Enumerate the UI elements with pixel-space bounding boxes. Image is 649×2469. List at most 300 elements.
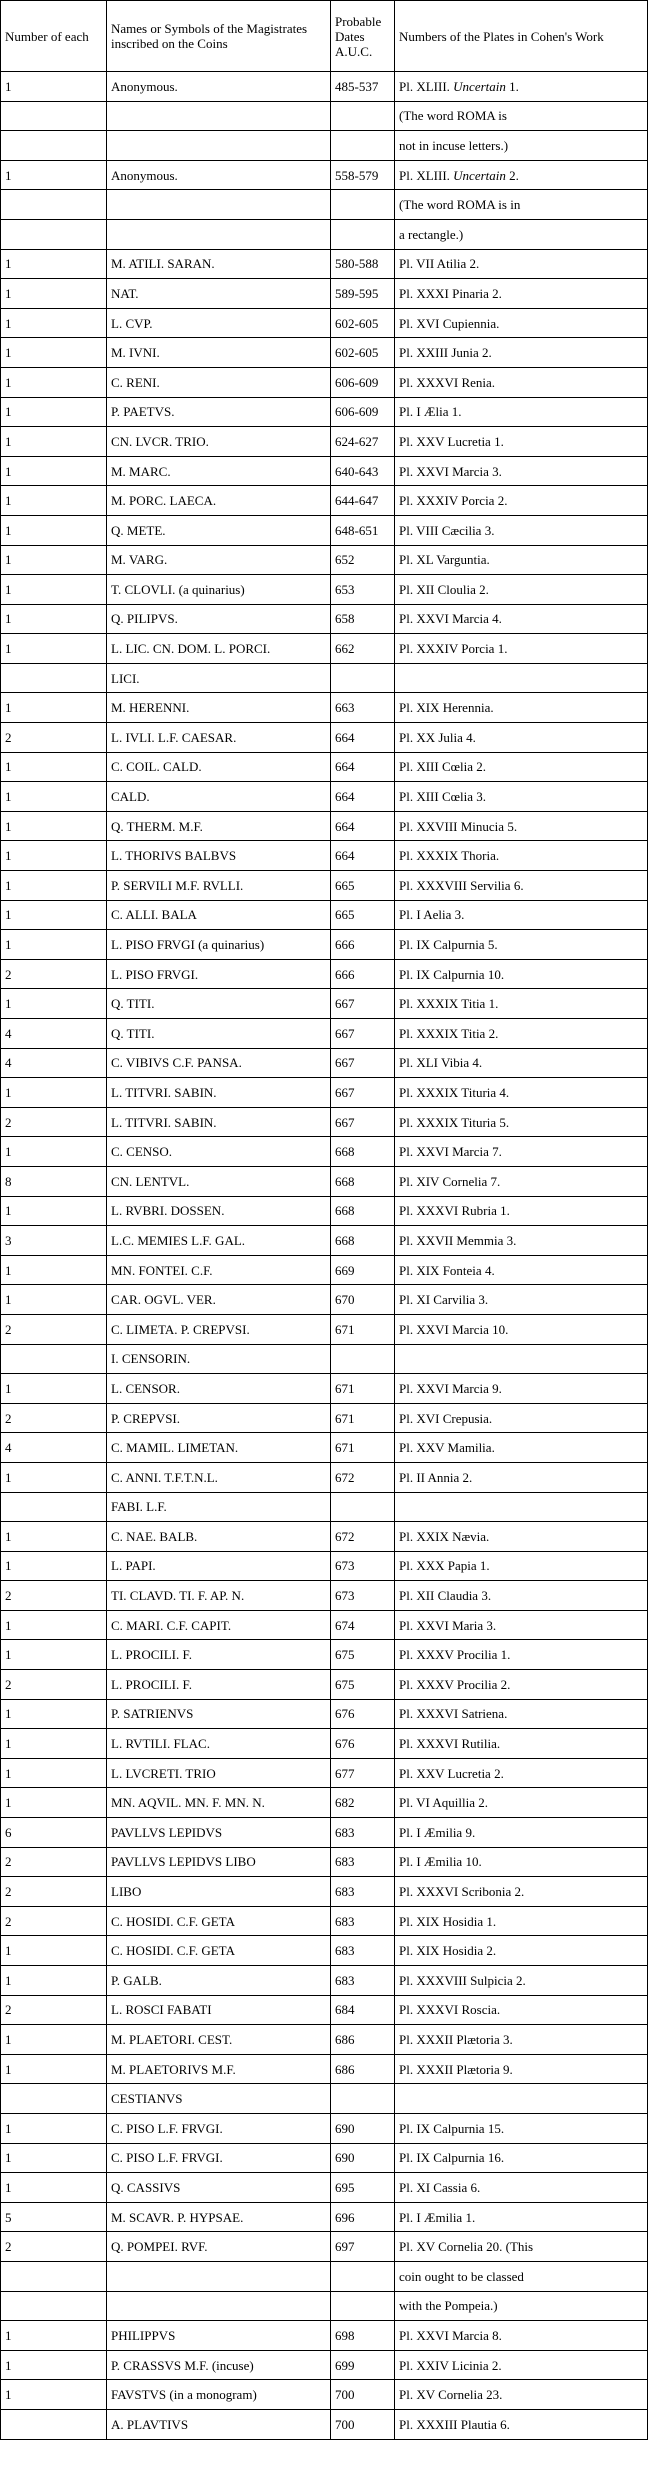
cell-number: 1	[1, 456, 107, 486]
cell-number: 1	[1, 1522, 107, 1552]
cell-magistrate-name: CAR. OGVL. VER.	[107, 1285, 331, 1315]
cell-date: 671	[331, 1433, 395, 1463]
cell-number: 1	[1, 782, 107, 812]
table-row	[1, 397, 648, 427]
cell-date: 667	[331, 1019, 395, 1049]
cell-plate: Pl. XVI Crepusia.	[395, 1403, 648, 1433]
cell-magistrate-name: C. CENSO.	[107, 1137, 331, 1167]
cell-magistrate-name: MN. FONTEI. C.F.	[107, 1255, 331, 1285]
cell-number: 1	[1, 2350, 107, 2380]
cell-number: 1	[1, 279, 107, 309]
cell-date	[331, 190, 395, 220]
cell-plate: Pl. XXXVI Roscia.	[395, 1995, 648, 2025]
cell-magistrate-name: TI. CLAVD. TI. F. AP. N.	[107, 1581, 331, 1611]
cell-magistrate-name: L.C. MEMIES L.F. GAL.	[107, 1226, 331, 1256]
cell-number	[1, 2409, 107, 2439]
table-row	[1, 1048, 648, 1078]
cell-plate: Pl. I Æmilia 10.	[395, 1847, 648, 1877]
cell-number: 1	[1, 1255, 107, 1285]
cell-plate	[395, 72, 648, 102]
cell-magistrate-name: LICI.	[107, 663, 331, 693]
cell-number: 4	[1, 1433, 107, 1463]
table-row	[1, 2409, 648, 2439]
cell-plate: Pl. XXXIII Plautia 6.	[395, 2409, 648, 2439]
cell-plate: Pl. VI Aquillia 2.	[395, 1788, 648, 1818]
cell-number	[1, 190, 107, 220]
cell-magistrate-name: C. LIMETA. P. CREPVSI.	[107, 1314, 331, 1344]
cell-number: 1	[1, 1640, 107, 1670]
cell-plate: Pl. XXV Mamilia.	[395, 1433, 648, 1463]
cell-plate	[395, 1344, 648, 1374]
table-row	[1, 2084, 648, 2114]
cell-number: 1	[1, 1610, 107, 1640]
plate-italic-word: Uncertain	[453, 167, 506, 183]
table-row	[1, 427, 648, 457]
table-row	[1, 871, 648, 901]
cell-number: 1	[1, 1374, 107, 1404]
cell-number	[1, 2084, 107, 2114]
cell-plate: Pl. XIV Cornelia 7.	[395, 1166, 648, 1196]
table-row	[1, 1196, 648, 1226]
table-row	[1, 545, 648, 575]
cell-date: 640-643	[331, 456, 395, 486]
cell-number: 1	[1, 397, 107, 427]
cell-magistrate-name: Q. TITI.	[107, 1019, 331, 1049]
cell-magistrate-name: L. PISO FRVGI.	[107, 959, 331, 989]
cell-number: 1	[1, 367, 107, 397]
cell-date: 668	[331, 1196, 395, 1226]
cell-date: 683	[331, 1877, 395, 1907]
cell-magistrate-name: M. HERENNI.	[107, 693, 331, 723]
cell-plate: Pl. XXIII Junia 2.	[395, 338, 648, 368]
cell-date: 669	[331, 1255, 395, 1285]
plate-number: 1.	[505, 78, 519, 94]
cell-number: 1	[1, 841, 107, 871]
cell-number	[1, 131, 107, 161]
cell-number: 1	[1, 2173, 107, 2203]
cell-plate: Pl. XIX Herennia.	[395, 693, 648, 723]
cell-magistrate-name: PHILIPPVS	[107, 2321, 331, 2351]
cell-date: 663	[331, 693, 395, 723]
cell-plate: Pl. XXXV Procilia 1.	[395, 1640, 648, 1670]
cell-magistrate-name: PAVLLVS LEPIDVS	[107, 1818, 331, 1848]
cell-number: 1	[1, 2054, 107, 2084]
cell-number	[1, 2261, 107, 2291]
cell-plate	[395, 2084, 648, 2114]
cell-plate: Pl. XLI Vibia 4.	[395, 1048, 648, 1078]
cell-plate: (The word ROMA is in	[395, 190, 648, 220]
cell-number: 2	[1, 723, 107, 753]
cell-number: 2	[1, 1847, 107, 1877]
cell-magistrate-name: Q. METE.	[107, 515, 331, 545]
cell-date: 662	[331, 634, 395, 664]
cell-date: 602-605	[331, 338, 395, 368]
table-row	[1, 1019, 648, 1049]
table-row	[1, 2380, 648, 2410]
cell-magistrate-name	[107, 2261, 331, 2291]
cell-plate: Pl. XXVI Marcia 3.	[395, 456, 648, 486]
cell-date: 683	[331, 1936, 395, 1966]
table-row	[1, 1137, 648, 1167]
cell-number: 1	[1, 515, 107, 545]
table-row	[1, 279, 648, 309]
table-row	[1, 811, 648, 841]
cell-plate	[395, 160, 648, 190]
cell-date: 664	[331, 752, 395, 782]
table-row	[1, 1670, 648, 1700]
cell-plate: Pl. I Æmilia 9.	[395, 1818, 648, 1848]
cell-date: 652	[331, 545, 395, 575]
cell-number: 1	[1, 871, 107, 901]
cell-magistrate-name: C. MARI. C.F. CAPIT.	[107, 1610, 331, 1640]
cell-plate: a rectangle.)	[395, 219, 648, 249]
table-row	[1, 1818, 648, 1848]
cell-date: 690	[331, 2143, 395, 2173]
table-row	[1, 1640, 648, 1670]
cell-date: 676	[331, 1699, 395, 1729]
cell-plate: Pl. XXVI Marcia 9.	[395, 1374, 648, 1404]
cell-plate: Pl. XL Varguntia.	[395, 545, 648, 575]
cell-magistrate-name: L. PAPI.	[107, 1551, 331, 1581]
cell-date: 684	[331, 1995, 395, 2025]
cell-date: 668	[331, 1226, 395, 1256]
header-magistrate-names: Names or Symbols of the Magistrates inscribed on the Coins	[107, 1, 331, 72]
cell-plate: Pl. XXXII Plætoria 3.	[395, 2025, 648, 2055]
cell-plate: Pl. XXXVIII Servilia 6.	[395, 871, 648, 901]
table-row	[1, 486, 648, 516]
cell-magistrate-name: L. RVTILI. FLAC.	[107, 1729, 331, 1759]
table-row	[1, 693, 648, 723]
cell-date: 602-605	[331, 308, 395, 338]
cell-number: 1	[1, 486, 107, 516]
cell-magistrate-name: CESTIANVS	[107, 2084, 331, 2114]
table-row	[1, 101, 648, 131]
cell-magistrate-name	[107, 2291, 331, 2321]
cell-date	[331, 663, 395, 693]
table-row	[1, 1374, 648, 1404]
cell-number: 2	[1, 1403, 107, 1433]
table-row	[1, 2232, 648, 2262]
cell-number	[1, 1344, 107, 1374]
cell-plate: Pl. XXIV Licinia 2.	[395, 2350, 648, 2380]
cell-plate: Pl. XIX Fonteia 4.	[395, 1255, 648, 1285]
cell-date	[331, 131, 395, 161]
cell-date: 698	[331, 2321, 395, 2351]
plate-number: 2.	[505, 167, 519, 183]
cell-date: 580-588	[331, 249, 395, 279]
cell-date: 665	[331, 900, 395, 930]
cell-magistrate-name	[107, 190, 331, 220]
cell-date: 485-537	[331, 72, 395, 102]
cell-magistrate-name: C. HOSIDI. C.F. GETA	[107, 1936, 331, 1966]
cell-magistrate-name: C. VIBIVS C.F. PANSA.	[107, 1048, 331, 1078]
header-row	[1, 1, 648, 72]
cell-date: 668	[331, 1137, 395, 1167]
table-row	[1, 1166, 648, 1196]
cell-magistrate-name: C. PISO L.F. FRVGI.	[107, 2113, 331, 2143]
cell-magistrate-name: M. MARC.	[107, 456, 331, 486]
cell-magistrate-name: CN. LVCR. TRIO.	[107, 427, 331, 457]
header-probable-dates: Probable Dates A.U.C.	[331, 1, 395, 72]
table-row	[1, 900, 648, 930]
cell-magistrate-name: PAVLLVS LEPIDVS LIBO	[107, 1847, 331, 1877]
table-row	[1, 1610, 648, 1640]
cell-magistrate-name: FAVSTVS (in a monogram)	[107, 2380, 331, 2410]
table-row	[1, 160, 648, 190]
cell-number: 1	[1, 1699, 107, 1729]
table-row	[1, 1403, 648, 1433]
cell-number: 2	[1, 2232, 107, 2262]
cell-magistrate-name: M. SCAVR. P. HYPSAE.	[107, 2202, 331, 2232]
cell-plate: Pl. XI Carvilia 3.	[395, 1285, 648, 1315]
cell-number: 1	[1, 160, 107, 190]
cell-date	[331, 2084, 395, 2114]
cell-date	[331, 2261, 395, 2291]
cell-date: 675	[331, 1670, 395, 1700]
table-row	[1, 1492, 648, 1522]
cell-plate: Pl. XII Claudia 3.	[395, 1581, 648, 1611]
cell-magistrate-name: Q. CASSIVS	[107, 2173, 331, 2203]
cell-number: 1	[1, 900, 107, 930]
cell-number: 1	[1, 2380, 107, 2410]
cell-number: 6	[1, 1818, 107, 1848]
cell-magistrate-name: Anonymous.	[107, 160, 331, 190]
cell-plate: Pl. XXVI Marcia 7.	[395, 1137, 648, 1167]
cell-plate: Pl. XXV Lucretia 1.	[395, 427, 648, 457]
cell-magistrate-name: M. PORC. LAECA.	[107, 486, 331, 516]
cell-magistrate-name: Q. POMPEI. RVF.	[107, 2232, 331, 2262]
plate-italic-word: Uncertain	[453, 78, 506, 94]
cell-plate: Pl. I Ælia 1.	[395, 397, 648, 427]
cell-date: 675	[331, 1640, 395, 1670]
cell-magistrate-name: M. ATILI. SARAN.	[107, 249, 331, 279]
table-row	[1, 1107, 648, 1137]
table-row	[1, 989, 648, 1019]
cell-plate: with the Pompeia.)	[395, 2291, 648, 2321]
cell-plate: Pl. XXVI Maria 3.	[395, 1610, 648, 1640]
table-row	[1, 2113, 648, 2143]
cell-number: 1	[1, 2025, 107, 2055]
cell-magistrate-name: M. IVNI.	[107, 338, 331, 368]
cell-plate: Pl. XX Julia 4.	[395, 723, 648, 753]
cell-plate: Pl. XXXVI Scribonia 2.	[395, 1877, 648, 1907]
cell-number: 1	[1, 693, 107, 723]
cell-plate: Pl. XIX Hosidia 2.	[395, 1936, 648, 1966]
cell-date: 695	[331, 2173, 395, 2203]
cell-number: 2	[1, 1107, 107, 1137]
cell-date: 683	[331, 1966, 395, 1996]
cell-date: 671	[331, 1314, 395, 1344]
cell-magistrate-name: C. MAMIL. LIMETAN.	[107, 1433, 331, 1463]
table-row	[1, 2054, 648, 2084]
table-row	[1, 1462, 648, 1492]
cell-date: 676	[331, 1729, 395, 1759]
table-row	[1, 723, 648, 753]
cell-magistrate-name: P. CRASSVS M.F. (incuse)	[107, 2350, 331, 2380]
cell-plate: Pl. IX Calpurnia 10.	[395, 959, 648, 989]
cell-number	[1, 663, 107, 693]
cell-date: 658	[331, 604, 395, 634]
cell-plate: Pl. XI Cassia 6.	[395, 2173, 648, 2203]
table-row	[1, 308, 648, 338]
table-row	[1, 1847, 648, 1877]
cell-number: 1	[1, 2113, 107, 2143]
cell-date: 671	[331, 1374, 395, 1404]
cell-magistrate-name: P. SERVILI M.F. RVLLI.	[107, 871, 331, 901]
cell-number: 2	[1, 1670, 107, 1700]
cell-date: 589-595	[331, 279, 395, 309]
cell-magistrate-name: L. LVCRETI. TRIO	[107, 1758, 331, 1788]
cell-number: 3	[1, 1226, 107, 1256]
cell-date: 696	[331, 2202, 395, 2232]
cell-plate: Pl. IX Calpurnia 5.	[395, 930, 648, 960]
table-row	[1, 1344, 648, 1374]
cell-number: 5	[1, 2202, 107, 2232]
cell-plate: Pl. XIII Cœlia 2.	[395, 752, 648, 782]
cell-plate: Pl. XXXIX Thoria.	[395, 841, 648, 871]
cell-date: 666	[331, 930, 395, 960]
table-body	[1, 72, 648, 2440]
table-row	[1, 604, 648, 634]
cell-plate: Pl. I Aelia 3.	[395, 900, 648, 930]
table-row	[1, 219, 648, 249]
cell-magistrate-name: A. PLAVTIVS	[107, 2409, 331, 2439]
header-cohen-plates: Numbers of the Plates in Cohen's Work	[395, 1, 648, 72]
cell-plate: Pl. XXV Lucretia 2.	[395, 1758, 648, 1788]
table-row	[1, 131, 648, 161]
cell-plate: Pl. XII Cloulia 2.	[395, 575, 648, 605]
table-row	[1, 1581, 648, 1611]
cell-magistrate-name: C. HOSIDI. C.F. GETA	[107, 1906, 331, 1936]
cell-magistrate-name: T. CLOVLI. (a quinarius)	[107, 575, 331, 605]
cell-date: 644-647	[331, 486, 395, 516]
table-row	[1, 634, 648, 664]
cell-number	[1, 1492, 107, 1522]
table-row	[1, 515, 648, 545]
cell-number: 1	[1, 930, 107, 960]
cell-number: 1	[1, 1936, 107, 1966]
table-row	[1, 249, 648, 279]
cell-plate: Pl. XIII Cœlia 3.	[395, 782, 648, 812]
cell-magistrate-name: L. CENSOR.	[107, 1374, 331, 1404]
cell-plate: Pl. XVI Cupiennia.	[395, 308, 648, 338]
cell-date: 667	[331, 1048, 395, 1078]
cell-number: 1	[1, 1729, 107, 1759]
table-row	[1, 2202, 648, 2232]
cell-date: 683	[331, 1847, 395, 1877]
cell-magistrate-name: C. RENI.	[107, 367, 331, 397]
cell-plate: Pl. XXVII Memmia 3.	[395, 1226, 648, 1256]
cell-magistrate-name: C. NAE. BALB.	[107, 1522, 331, 1552]
cell-date	[331, 101, 395, 131]
cell-magistrate-name: L. ROSCI FABATI	[107, 1995, 331, 2025]
cell-plate: Pl. XXXVI Renia.	[395, 367, 648, 397]
cell-magistrate-name: P. GALB.	[107, 1966, 331, 1996]
cell-date: 700	[331, 2409, 395, 2439]
table-row	[1, 1995, 648, 2025]
table-row	[1, 930, 648, 960]
cell-number: 2	[1, 1877, 107, 1907]
cell-plate: Pl. XXXV Procilia 2.	[395, 1670, 648, 1700]
cell-plate: Pl. II Annia 2.	[395, 1462, 648, 1492]
table-row	[1, 752, 648, 782]
cell-plate: Pl. XXXVI Rutilia.	[395, 1729, 648, 1759]
cell-number: 2	[1, 1314, 107, 1344]
cell-date: 606-609	[331, 397, 395, 427]
cell-date: 648-651	[331, 515, 395, 545]
cell-plate: not in incuse letters.)	[395, 131, 648, 161]
table-row	[1, 2173, 648, 2203]
cell-number: 1	[1, 1462, 107, 1492]
cell-magistrate-name: Q. PILIPVS.	[107, 604, 331, 634]
table-row	[1, 1551, 648, 1581]
table-row	[1, 1255, 648, 1285]
table-row	[1, 959, 648, 989]
cell-date	[331, 1492, 395, 1522]
cell-number: 1	[1, 2143, 107, 2173]
cell-magistrate-name: P. CREPVSI.	[107, 1403, 331, 1433]
cell-date: 667	[331, 1078, 395, 1108]
table-row	[1, 2350, 648, 2380]
cell-date: 673	[331, 1581, 395, 1611]
cell-magistrate-name: L. TITVRI. SABIN.	[107, 1078, 331, 1108]
cell-date: 624-627	[331, 427, 395, 457]
cell-magistrate-name: CN. LENTVL.	[107, 1166, 331, 1196]
cell-magistrate-name: NAT.	[107, 279, 331, 309]
cell-number: 1	[1, 1966, 107, 1996]
table-row	[1, 1285, 648, 1315]
cell-number: 1	[1, 2321, 107, 2351]
table-row	[1, 190, 648, 220]
cell-plate: Pl. XXXI Pinaria 2.	[395, 279, 648, 309]
cell-number: 1	[1, 1758, 107, 1788]
cell-number: 2	[1, 959, 107, 989]
cell-magistrate-name: L. RVBRI. DOSSEN.	[107, 1196, 331, 1226]
table-row	[1, 456, 648, 486]
table-row	[1, 1906, 648, 1936]
table-row	[1, 1788, 648, 1818]
cell-number: 1	[1, 1137, 107, 1167]
cell-number: 1	[1, 72, 107, 102]
cell-magistrate-name: M. PLAETORI. CEST.	[107, 2025, 331, 2055]
cell-date: 700	[331, 2380, 395, 2410]
cell-number: 1	[1, 811, 107, 841]
cell-number: 1	[1, 752, 107, 782]
table-row	[1, 338, 648, 368]
cell-date: 677	[331, 1758, 395, 1788]
cell-plate: coin ought to be classed	[395, 2261, 648, 2291]
cell-number: 1	[1, 249, 107, 279]
table-row	[1, 1877, 648, 1907]
cell-plate: Pl. XXVI Marcia 10.	[395, 1314, 648, 1344]
cell-plate: Pl. XXVIII Minucia 5.	[395, 811, 648, 841]
cell-plate: Pl. XV Cornelia 20. (This	[395, 2232, 648, 2262]
cell-plate: Pl. I Æmilia 1.	[395, 2202, 648, 2232]
table-row	[1, 1522, 648, 1552]
cell-date: 682	[331, 1788, 395, 1818]
cell-date: 671	[331, 1403, 395, 1433]
cell-plate: Pl. XXXIX Titia 2.	[395, 1019, 648, 1049]
cell-magistrate-name: L. PISO FRVGI (a quinarius)	[107, 930, 331, 960]
cell-date: 686	[331, 2025, 395, 2055]
cell-number: 1	[1, 1788, 107, 1818]
cell-magistrate-name: L. IVLI. L.F. CAESAR.	[107, 723, 331, 753]
cell-number: 8	[1, 1166, 107, 1196]
table-row	[1, 575, 648, 605]
cell-plate	[395, 1492, 648, 1522]
cell-date: 683	[331, 1906, 395, 1936]
cell-date: 606-609	[331, 367, 395, 397]
